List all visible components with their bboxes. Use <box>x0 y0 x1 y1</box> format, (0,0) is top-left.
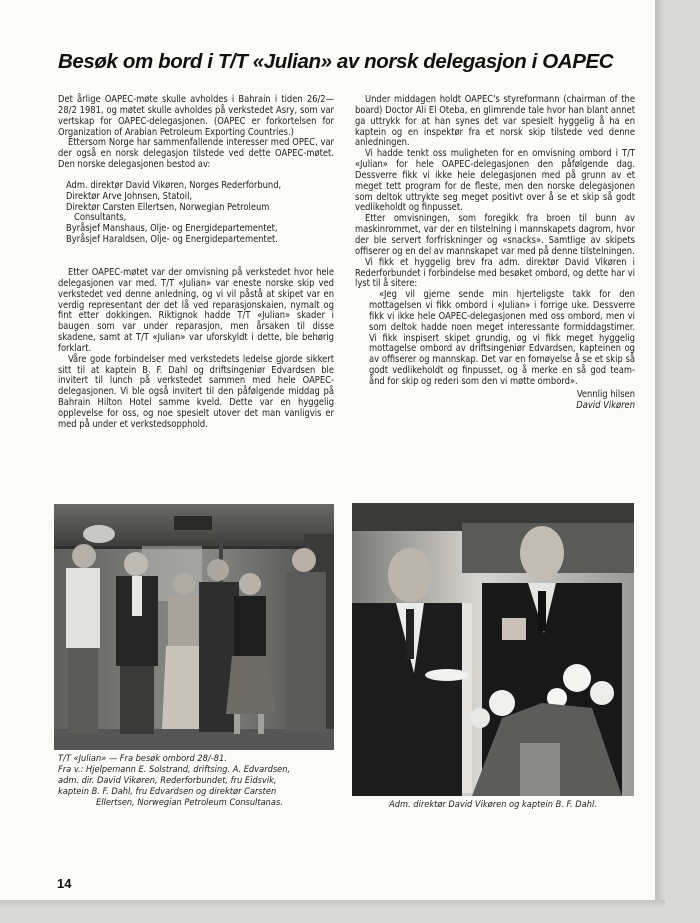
portrait-photo-caption: Adm. direktør David Vikøren og kaptein B. F. Dahl. <box>389 799 597 810</box>
paragraph: Under middagen holdt OAPEC's styreformann (chairman of the board) Doctor Ali El Oteba, en glimrende tale hvor han blant annet ga uttrykk for at han synes det var spesielt hyggelig å ha en kaptein og en inspektør fra et norsk skip tilstede ved denne anledningen. <box>355 94 635 149</box>
caption-line: Ellertsen, Norwegian Petroleum Consultanas. <box>96 797 283 808</box>
paragraph: Våre gode forbindelser med verkstedets ledelse gjorde sikkert sitt til at kaptein B. F. Dahl og driftsingeniør Edvardsen ble invitert til lunch på verkstedet sammen med hele OAPEC-delegasjonen. Vi ble også invitert til den påfølgende middag på Bahrain Hilton Hotel samme kveld. Dette var en hyggelig opplevelse for oss, og noe spesielt utover det man vanligvis er med på under et verkstedsopphold. <box>58 353 334 430</box>
paragraph: Vi fikk et hyggelig brev fra adm. direktør David Vikøren i Rederforbundet i forbindelse med besøket ombord, og dette har vi lyst til å sitere: <box>355 256 635 290</box>
delegate-item: Adm. direktør David Vikøren, Norges Rederforbund, <box>66 179 282 191</box>
delegate-item: Consultants, <box>74 212 127 224</box>
paragraph: Etter OAPEC-møtet var der omvisning på verkstedet hvor hele delegasjonen var med. T/T «Julian» var eneste norske skip ved verkstedet ved denne anledning, og vi vil påstå at skipet var en verdig representant der det lå ved reparasjonskaien, nymalt og fint etter dokkingen. Riktignok hadde T/T «Julian» skader i baugen som var under reparasjon, men årsaken til disse skadene, samt at T/T «Julian» var uforskyldt i dette, ble behørig forklart. <box>58 266 334 354</box>
group-photo-caption <box>58 753 334 808</box>
article-headline: Besøk om bord i T/T «Julian» av norsk delegasjon i OAPEC <box>58 50 614 73</box>
group-photo <box>54 504 334 750</box>
signature-name: David Vikøren <box>576 399 635 411</box>
delegate-item: Byråsjef Manshaus, Olje- og Energidepartementet, <box>66 223 278 235</box>
paragraph: Ettersom Norge har sammenfallende interesser med OPEC, var der også en norsk delegasjon tilstede ved dette OAPEC-møtet. Den norske delegasjonen bestod av: <box>58 137 334 171</box>
delegate-item: Direktør Carsten Ellertsen, Norwegian Petroleum <box>66 201 270 213</box>
paragraph: Etter omvisningen, som foregikk fra broen til bunn av maskinrommet, var der en tilstelning i mannskapets dagrom, hvor der ble servert forfriskninger og «snacks». Samtlige av skipets offiserer og en del av mannskapet var med på denne tilstelningen. <box>355 213 635 257</box>
delegate-item: Direktør Arve Johnsen, Statoil, <box>66 190 193 202</box>
caption-line: kaptein B. F. Dahl, fru Edvardsen og direktør Carsten <box>58 786 277 797</box>
caption-line: adm. dir. David Vikøren, Rederforbundet, fru Eidsvik, <box>58 775 277 786</box>
closing-greeting: Vennlig hilsen <box>576 388 635 400</box>
caption-title: T/T «Julian» — Fra besøk ombord 28/-81. <box>58 753 227 764</box>
paragraph: Det årlige OAPEC-møte skulle avholdes i Bahrain i tiden 26/2—28/2 1981, og møtet skulle avholdes på verkstedet Asry, som var vertskap for OAPEC-delegasjonen. (OAPEC er forkortelsen for Organization of Arabian Petroleum Exporting Countries.) <box>58 94 334 138</box>
article-left-column <box>58 95 334 431</box>
delegate-item: Byråsjef Haraldsen, Olje- og Energidepartementet. <box>66 234 278 246</box>
letter-quote: «Jeg vil gjerne sende min hjerteligste takk for den mottagelsen vi fikk ombord i «Julian» i forrige uke. Dessverre fikk vi ikke hele OAPEC-delegasjonen med oss ombord, men vi som deltok hadde noen meget interessante formiddagstimer. Vi fikk inspisert skipet grundig, og vi fikk meget hyggelig mottagelse ombord av driftsingeniør Edvardsen, kapteinen og av offiserer og mannskap. Det var en fornøyelse å se et skip så godt vedlikeholdt og finpusset, og å merke en så god team-ånd for skip og rederi som den vi møtte ombord». <box>369 289 635 387</box>
portrait-photo <box>352 503 634 796</box>
delegate-list <box>58 181 334 246</box>
article-right-column <box>355 95 635 411</box>
portrait-photo-image <box>352 503 634 796</box>
caption-line: Fra v.: Hjelpemann E. Solstrand, driftsing. A. Edvardsen, <box>58 764 291 775</box>
paragraph: Vi hadde tenkt oss muligheten for en omvisning ombord i T/T «Julian» for hele OAPEC-delegasjonen den påfølgende dag. Dessverre fikk vi ikke hele delegasjonen med på grunn av et meget tett program for de fleste, men den norske delegasjonen som deltok uttrykte seg meget positivt over å se et skip så godt vedlikeholdt og finpusset. <box>355 148 635 214</box>
page-number: 14 <box>57 876 72 891</box>
signature-block <box>355 390 635 412</box>
group-photo-image <box>54 504 334 750</box>
page-edge-shadow <box>655 0 665 905</box>
page-bottom-shadow <box>0 900 665 908</box>
